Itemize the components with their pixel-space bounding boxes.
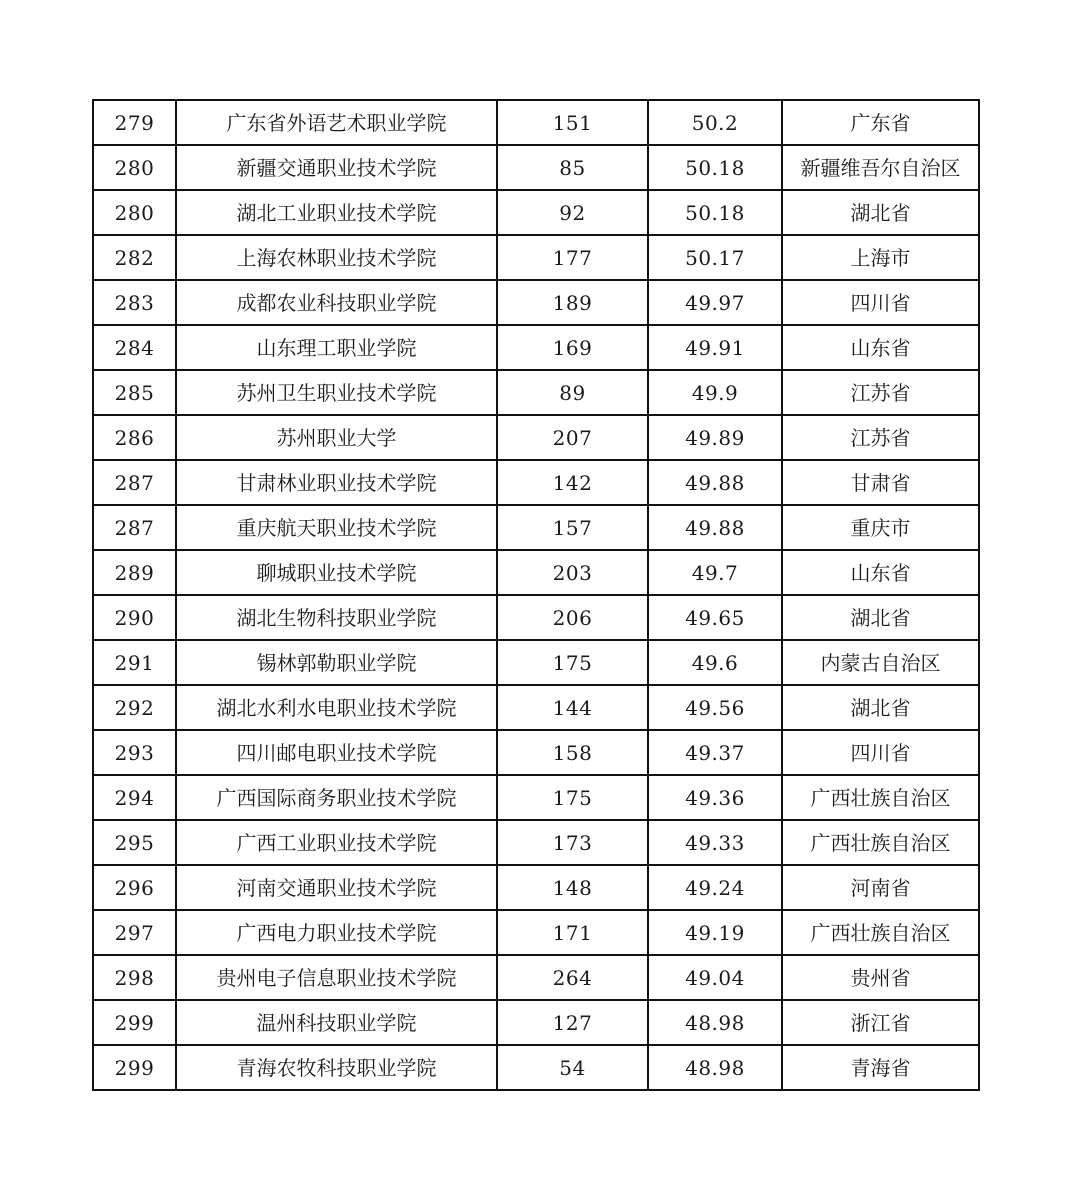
score-cell: 49.24 bbox=[648, 865, 782, 910]
table-row bbox=[93, 910, 979, 955]
table-row bbox=[93, 325, 979, 370]
college-name-cell: 贵州电子信息职业技术学院 bbox=[176, 955, 497, 1000]
count-cell: 127 bbox=[497, 1000, 648, 1045]
rank-cell: 284 bbox=[93, 325, 176, 370]
rank-cell: 287 bbox=[93, 505, 176, 550]
region-cell: 贵州省 bbox=[782, 955, 979, 1000]
table-row bbox=[93, 955, 979, 1000]
score-cell: 49.56 bbox=[648, 685, 782, 730]
score-cell: 49.88 bbox=[648, 505, 782, 550]
region-cell: 甘肃省 bbox=[782, 460, 979, 505]
college-name-cell: 湖北水利水电职业技术学院 bbox=[176, 685, 497, 730]
college-name-cell: 重庆航天职业技术学院 bbox=[176, 505, 497, 550]
rank-cell: 280 bbox=[93, 190, 176, 235]
college-name-cell: 锡林郭勒职业学院 bbox=[176, 640, 497, 685]
college-name-cell: 新疆交通职业技术学院 bbox=[176, 145, 497, 190]
region-cell: 重庆市 bbox=[782, 505, 979, 550]
count-cell: 264 bbox=[497, 955, 648, 1000]
count-cell: 189 bbox=[497, 280, 648, 325]
region-cell: 湖北省 bbox=[782, 685, 979, 730]
region-cell: 湖北省 bbox=[782, 190, 979, 235]
college-name-cell: 苏州卫生职业技术学院 bbox=[176, 370, 497, 415]
rank-cell: 296 bbox=[93, 865, 176, 910]
score-cell: 48.98 bbox=[648, 1000, 782, 1045]
rank-cell: 294 bbox=[93, 775, 176, 820]
score-cell: 50.17 bbox=[648, 235, 782, 280]
table-row bbox=[93, 145, 979, 190]
score-cell: 49.37 bbox=[648, 730, 782, 775]
table-row bbox=[93, 595, 979, 640]
table-row bbox=[93, 820, 979, 865]
score-cell: 49.36 bbox=[648, 775, 782, 820]
region-cell: 山东省 bbox=[782, 325, 979, 370]
count-cell: 54 bbox=[497, 1045, 648, 1090]
region-cell: 湖北省 bbox=[782, 595, 979, 640]
rank-cell: 290 bbox=[93, 595, 176, 640]
college-name-cell: 苏州职业大学 bbox=[176, 415, 497, 460]
table-row bbox=[93, 190, 979, 235]
score-cell: 49.89 bbox=[648, 415, 782, 460]
table-row bbox=[93, 415, 979, 460]
region-cell: 浙江省 bbox=[782, 1000, 979, 1045]
score-cell: 49.88 bbox=[648, 460, 782, 505]
table-row bbox=[93, 640, 979, 685]
rank-cell: 298 bbox=[93, 955, 176, 1000]
college-name-cell: 广西电力职业技术学院 bbox=[176, 910, 497, 955]
region-cell: 四川省 bbox=[782, 280, 979, 325]
rank-cell: 289 bbox=[93, 550, 176, 595]
score-cell: 48.98 bbox=[648, 1045, 782, 1090]
rank-cell: 285 bbox=[93, 370, 176, 415]
college-name-cell: 温州科技职业学院 bbox=[176, 1000, 497, 1045]
rank-cell: 292 bbox=[93, 685, 176, 730]
college-name-cell: 广西工业职业技术学院 bbox=[176, 820, 497, 865]
college-name-cell: 河南交通职业技术学院 bbox=[176, 865, 497, 910]
college-name-cell: 山东理工职业学院 bbox=[176, 325, 497, 370]
ranking-table-body bbox=[93, 100, 979, 1090]
count-cell: 207 bbox=[497, 415, 648, 460]
table-row bbox=[93, 460, 979, 505]
count-cell: 158 bbox=[497, 730, 648, 775]
table-row bbox=[93, 1000, 979, 1045]
college-name-cell: 成都农业科技职业学院 bbox=[176, 280, 497, 325]
rank-cell: 291 bbox=[93, 640, 176, 685]
table-row bbox=[93, 505, 979, 550]
count-cell: 89 bbox=[497, 370, 648, 415]
score-cell: 49.6 bbox=[648, 640, 782, 685]
score-cell: 50.2 bbox=[648, 100, 782, 145]
count-cell: 151 bbox=[497, 100, 648, 145]
rank-cell: 286 bbox=[93, 415, 176, 460]
rank-cell: 297 bbox=[93, 910, 176, 955]
score-cell: 50.18 bbox=[648, 190, 782, 235]
table-row bbox=[93, 370, 979, 415]
college-name-cell: 湖北生物科技职业学院 bbox=[176, 595, 497, 640]
table-row bbox=[93, 280, 979, 325]
table-row bbox=[93, 775, 979, 820]
score-cell: 49.04 bbox=[648, 955, 782, 1000]
college-name-cell: 聊城职业技术学院 bbox=[176, 550, 497, 595]
count-cell: 177 bbox=[497, 235, 648, 280]
college-name-cell: 青海农牧科技职业学院 bbox=[176, 1045, 497, 1090]
college-name-cell: 广东省外语艺术职业学院 bbox=[176, 100, 497, 145]
score-cell: 49.7 bbox=[648, 550, 782, 595]
region-cell: 河南省 bbox=[782, 865, 979, 910]
count-cell: 144 bbox=[497, 685, 648, 730]
rank-cell: 293 bbox=[93, 730, 176, 775]
region-cell: 上海市 bbox=[782, 235, 979, 280]
count-cell: 171 bbox=[497, 910, 648, 955]
rank-cell: 299 bbox=[93, 1000, 176, 1045]
count-cell: 206 bbox=[497, 595, 648, 640]
count-cell: 85 bbox=[497, 145, 648, 190]
score-cell: 49.33 bbox=[648, 820, 782, 865]
count-cell: 169 bbox=[497, 325, 648, 370]
college-name-cell: 上海农林职业技术学院 bbox=[176, 235, 497, 280]
count-cell: 148 bbox=[497, 865, 648, 910]
region-cell: 青海省 bbox=[782, 1045, 979, 1090]
region-cell: 广东省 bbox=[782, 100, 979, 145]
table-row bbox=[93, 865, 979, 910]
count-cell: 203 bbox=[497, 550, 648, 595]
count-cell: 157 bbox=[497, 505, 648, 550]
college-name-cell: 甘肃林业职业技术学院 bbox=[176, 460, 497, 505]
region-cell: 江苏省 bbox=[782, 370, 979, 415]
college-name-cell: 广西国际商务职业技术学院 bbox=[176, 775, 497, 820]
count-cell: 175 bbox=[497, 775, 648, 820]
count-cell: 142 bbox=[497, 460, 648, 505]
score-cell: 50.18 bbox=[648, 145, 782, 190]
score-cell: 49.9 bbox=[648, 370, 782, 415]
table-row bbox=[93, 100, 979, 145]
region-cell: 内蒙古自治区 bbox=[782, 640, 979, 685]
rank-cell: 279 bbox=[93, 100, 176, 145]
table-row bbox=[93, 685, 979, 730]
region-cell: 广西壮族自治区 bbox=[782, 820, 979, 865]
count-cell: 92 bbox=[497, 190, 648, 235]
region-cell: 新疆维吾尔自治区 bbox=[782, 145, 979, 190]
region-cell: 广西壮族自治区 bbox=[782, 910, 979, 955]
score-cell: 49.65 bbox=[648, 595, 782, 640]
score-cell: 49.91 bbox=[648, 325, 782, 370]
rank-cell: 280 bbox=[93, 145, 176, 190]
college-name-cell: 湖北工业职业技术学院 bbox=[176, 190, 497, 235]
region-cell: 广西壮族自治区 bbox=[782, 775, 979, 820]
ranking-table-container bbox=[92, 99, 978, 1091]
table-row bbox=[93, 730, 979, 775]
region-cell: 四川省 bbox=[782, 730, 979, 775]
rank-cell: 283 bbox=[93, 280, 176, 325]
count-cell: 175 bbox=[497, 640, 648, 685]
rank-cell: 287 bbox=[93, 460, 176, 505]
region-cell: 山东省 bbox=[782, 550, 979, 595]
ranking-table bbox=[92, 99, 980, 1091]
region-cell: 江苏省 bbox=[782, 415, 979, 460]
table-row bbox=[93, 235, 979, 280]
table-row bbox=[93, 1045, 979, 1090]
table-row bbox=[93, 550, 979, 595]
rank-cell: 282 bbox=[93, 235, 176, 280]
score-cell: 49.97 bbox=[648, 280, 782, 325]
rank-cell: 295 bbox=[93, 820, 176, 865]
score-cell: 49.19 bbox=[648, 910, 782, 955]
rank-cell: 299 bbox=[93, 1045, 176, 1090]
count-cell: 173 bbox=[497, 820, 648, 865]
college-name-cell: 四川邮电职业技术学院 bbox=[176, 730, 497, 775]
